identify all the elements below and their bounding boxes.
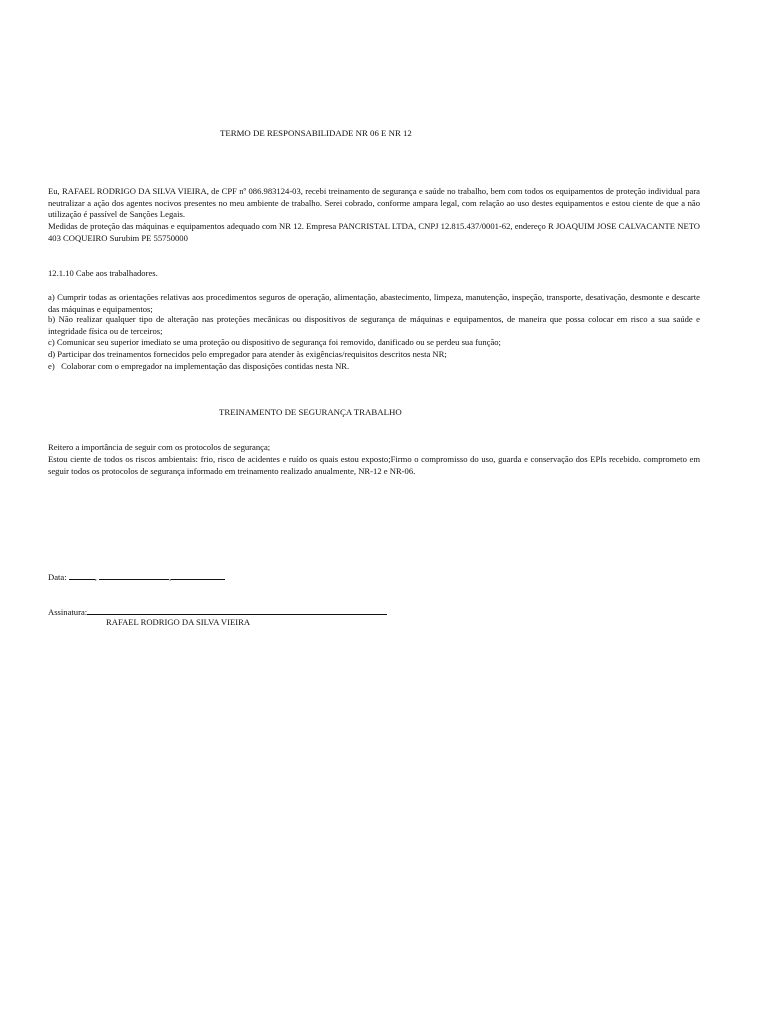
date-year-blank[interactable] — [171, 570, 225, 580]
date-month-blank[interactable] — [99, 570, 172, 582]
item-c: c) Comunicar seu superior imediato se uma proteção ou dispositivo de segurança foi removido, danificado ou se perdeu sua função; — [48, 337, 501, 347]
intro-paragraph: Eu, RAFAEL RODRIGO DA SILVA VIEIRA, de CPF nº 086.983124-03, recebi treinamento de segurança e saúde no trabalho, bem com todos os equipamentos de proteção individual para neutralizar a ação dos agentes nocivos presentes no meu ambiente de trabalho. Serei cobrado, conforme ampara legal, com relação ao uso destes equipamentos e estou ciente de que a não utilização é passível de Sanções Legais. — [48, 186, 700, 219]
training-title: TREINAMENTO DE SEGURANÇA TRABALHO — [219, 407, 402, 417]
date-day-blank[interactable] — [69, 570, 95, 580]
item-a: a) Cumprir todas as orientações relativas aos procedimentos seguros de operação, alimentação, abastecimento, limpeza, manutenção, inspeção, transporte, desativação, desmonte e descarte das máquinas e equipamentos; — [48, 292, 700, 314]
signature-label: Assinatura: — [48, 607, 88, 617]
signer-name: RAFAEL RODRIGO DA SILVA VIEIRA — [106, 617, 251, 627]
measures-paragraph: Medidas de proteção das máquinas e equipamentos adequado com NR 12. Empresa PANCRISTAL LTDA, CNPJ 12.815.437/0001-62, endereço R JOAQUIM JOSE CALVACANTE NETO 403 COQUEIRO Surubim PE 55750000 — [48, 221, 700, 243]
date-separator-1: , — [94, 572, 97, 582]
item-e: e) Colaborar com o empregador na implementação das disposições contidas nesta NR. — [48, 361, 350, 371]
section-heading: 12.1.10 Cabe aos trabalhadores. — [48, 268, 158, 278]
date-separator-2: , — [169, 572, 172, 582]
document-title: TERMO DE RESPONSABILIDADE NR 06 E NR 12 — [220, 128, 412, 138]
item-b: b) Não realizar qualquer tipo de alteração nas proteções mecânicas ou dispositivos de segurança de máquinas e equipamentos, de maneira que possa colocar em risco a sua saúde e integridade física ou de terceiros; — [48, 314, 700, 336]
date-field — [48, 570, 225, 584]
item-d: d) Participar dos treinamentos fornecidos pelo empregador para atender às exigências/requisitos descritos nesta NR; — [48, 349, 447, 359]
training-line-1: Reitero a importância de seguir com os protocolos de segurança; — [48, 442, 271, 452]
signature-line[interactable] — [87, 605, 387, 615]
date-label: Data: — [48, 572, 67, 582]
training-paragraph: Estou ciente de todos os riscos ambientais: frio, risco de acidentes e ruído os quais estou exposto;Firmo o compromisso do uso, guarda e conservação dos EPIs recebido. comprometo em seguir todos os protocolos de segurança informado em treinamento realizado anualmente, NR-12 e NR-06. — [48, 454, 700, 476]
